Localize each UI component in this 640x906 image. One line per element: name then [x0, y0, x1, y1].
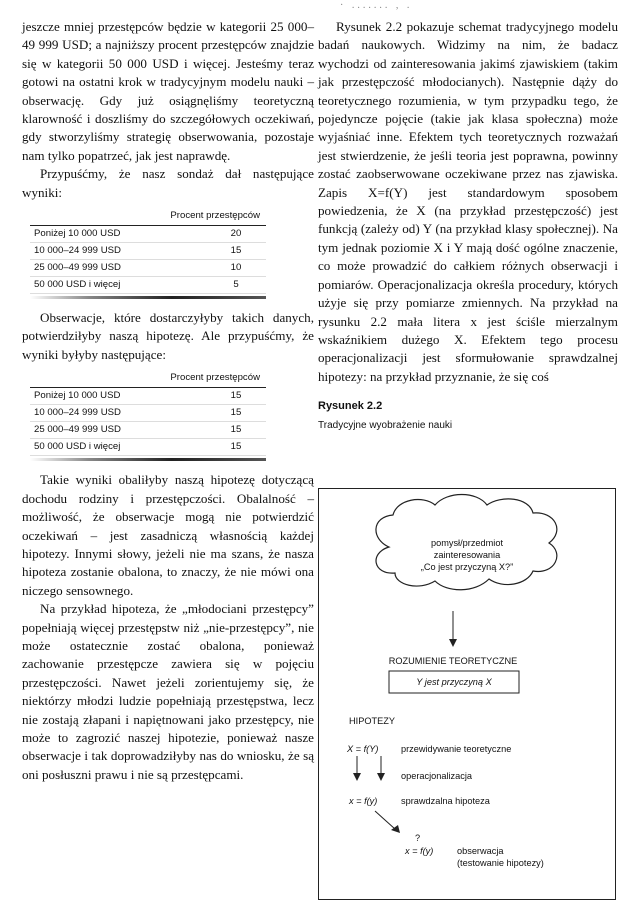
table-row — [30, 243, 266, 260]
table-row — [30, 439, 266, 456]
figure-caption: Tradycyjne wyobrażenie nauki — [318, 420, 453, 432]
figure-title: Rysunek 2.2 — [318, 400, 383, 413]
row-label: Poniżej 10 000 USD — [34, 228, 121, 240]
header-fragment: · ....... , . — [340, 0, 413, 11]
equation-hypothesis: x = f(y) — [349, 796, 378, 806]
arrow-head — [449, 639, 457, 647]
observation-line: (testowanie hipotezy) — [457, 858, 544, 868]
results-table-2 — [30, 372, 266, 461]
cloud-text — [401, 537, 533, 573]
table-row — [30, 405, 266, 422]
row-label: Poniżej 10 000 USD — [34, 390, 121, 402]
row-label: 50 000 USD i więcej — [34, 441, 121, 453]
paragraph: Obserwacje, które dostarczyłyby takich danych, potwierdziłyby naszą hipotezę. Ale przypuśćmy, że wyniki byłyby następujące: — [22, 310, 314, 362]
arrow-head — [353, 773, 361, 781]
table-rule — [30, 458, 266, 461]
cloud-line: pomysł/przedmiot — [431, 538, 503, 548]
arrow-line — [375, 811, 395, 829]
row-value: 10 — [230, 262, 242, 274]
observation-line: obserwacja — [457, 846, 504, 856]
hypotheses-label: HIPOTEZY — [349, 716, 395, 726]
table-row — [30, 388, 266, 405]
paragraph: jeszcze mniej przestępców będzie w kategorii 25 000–49 999 USD; a najniższy procent przestępców znajdzie się w kategorii 50 000 USD i więcej. Jesteśmy teraz gotowi na ostatni krok w tradycyjnym modelu nauki – obserwację. Gdy już osiągnęliśmy teoretyczną klarowność i doszliśmy do szczegółowych oczekiwań, gdy stworzyliśmy strategię obserwowania, pozostaje nam tylko popatrzeć, jak jest naprawdę. — [22, 19, 314, 163]
left-column — [22, 18, 314, 784]
question-mark: ? — [415, 833, 421, 843]
equation-desc: przewidywanie teoretyczne — [401, 744, 512, 754]
row-label: 25 000–49 999 USD — [34, 424, 121, 436]
row-label: 25 000–49 999 USD — [34, 262, 121, 274]
row-value: 20 — [230, 228, 242, 240]
paragraph: Przypuśćmy, że nasz sondaż dał następujące wyniki: — [22, 166, 314, 200]
right-column — [318, 18, 618, 431]
figure-diagram — [318, 488, 616, 900]
row-value: 15 — [230, 424, 242, 436]
row-label: 10 000–24 999 USD — [34, 407, 121, 419]
observation-desc — [457, 845, 544, 869]
row-value: 15 — [230, 441, 242, 453]
theory-label: ROZUMIENIE TEORETYCZNE — [388, 656, 518, 666]
theory-statement: Y jest przyczyną X — [416, 677, 492, 687]
table-row — [30, 277, 266, 294]
equation-theory: X = f(Y) — [347, 744, 379, 754]
row-value: 15 — [230, 245, 242, 257]
equation-observation: x = f(y) — [405, 846, 434, 856]
paragraph: Na przykład hipoteza, że „młodociani przestępcy” popełniają więcej przestępstw niż „nie-przestępcy”, nie może ostatecznie zostać obalona, ponieważ zachowanie przestępcze zawiera się w pojęciu przestępczości. Nawet jeżeli zorientujemy się, że niektórzy młodzi ludzie popełniają przestępstwa, lecz nie zostają złapani i napiętnowani jako przestępcy, nie może to zagrozić naszej hipotezie, ponieważ nasze obserwacje i tak doprowadziłyby nas do wniosku, że są oni posłuszni prawu i nie są przestępcami. — [22, 601, 314, 782]
paragraph: Rysunek 2.2 pokazuje schemat tradycyjnego modelu badań naukowych. Widzimy na nim, że badacz wychodzi od zainteresowania jakimś zjawiskiem (takim jak przestępczość młodocianych). Następnie dąży do teoretycznego rozumienia, w tym przypadku tego, że pojedyncze pojęcie (takie jak klasa społeczna) może wyjaśniać inne. Efektem tych teoretycznych rozważań jest stwierdzenie, że jeśli teoria jest poprawna, powinny zostać zaobserwowane oczekiwane przez nas zjawiska. Zapis X=f(Y) jest standardowym sposobem powiedzenia, że X (na przykład przestępczość) jest funkcją (zależy od) Y (na przykład klasy społecznej). Na tym jednak poziomie X i Y mają dość ogólne znaczenie, co może prowadzić do całkiem różnych obserwacji i pomiarów. Operacjonalizacja określa procedury, których użyje się przy pomiarze zmiennych. Na przykład na rysunku 2.2 mała litera x jest ściśle mierzalnym wskaźnikiem dużego X. Efektem tego procesu operacjonalizacji jest sformułowanie sprawdzalnej hipotezy: na przykład przyznanie, że się coś — [318, 19, 618, 384]
cloud-line: „Co jest przyczyną X?” — [420, 562, 514, 572]
table-row — [30, 260, 266, 277]
table-header: Procent przestępców — [30, 372, 266, 388]
arrow-head — [377, 773, 385, 781]
row-value: 5 — [233, 279, 239, 291]
table-header: Procent przestępców — [30, 210, 266, 226]
equation-desc: sprawdzalna hipoteza — [401, 796, 490, 806]
results-table-1 — [30, 210, 266, 299]
table-rule — [30, 296, 266, 299]
row-label: 10 000–24 999 USD — [34, 245, 121, 257]
table-row — [30, 226, 266, 243]
row-value: 15 — [230, 407, 242, 419]
row-value: 15 — [230, 390, 242, 402]
row-label: 50 000 USD i więcej — [34, 279, 121, 291]
operationalization-desc: operacjonalizacja — [401, 771, 472, 781]
cloud-line: zainteresowania — [433, 550, 501, 560]
table-row — [30, 422, 266, 439]
paragraph: Takie wyniki obaliłyby naszą hipotezę dotyczącą dochodu rodziny i przestępczości. Obalalność – możliwość, że obserwacje mogą nie potwierdzić oczekiwań – jest zasadniczą własnością każdej hipotezy. Innymi słowy, jeżeli nie ma szans, że nasza hipoteza zostanie obalona, to znaczy, że nie mówi ona niczego sensownego. — [22, 472, 314, 598]
